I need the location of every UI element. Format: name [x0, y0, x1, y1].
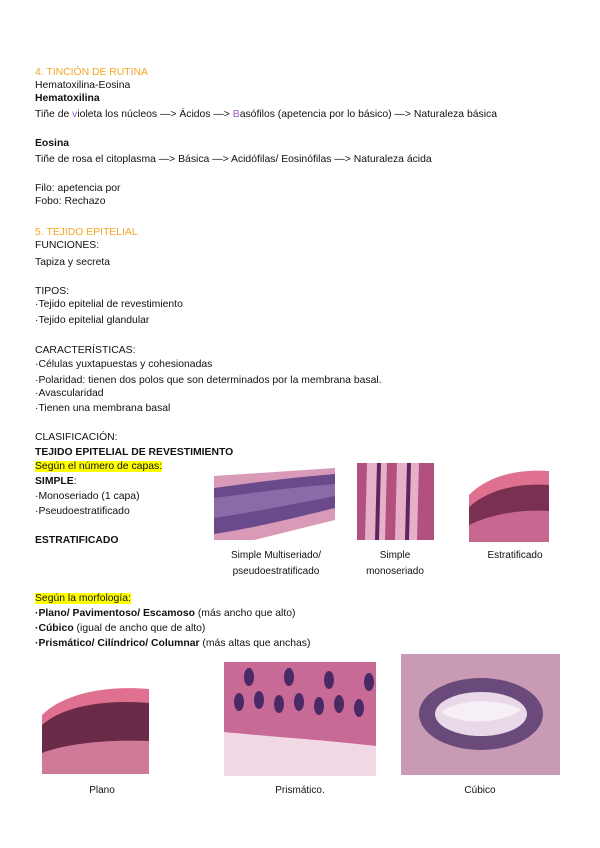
section-5-title: 5. TEJIDO EPITELIAL	[35, 227, 138, 238]
simple-heading: SIMPLE:	[35, 476, 77, 487]
caption-pseudostratified-2: pseudoestratificado	[232, 566, 320, 577]
simple-item: ·Monoseriado (1 capa)	[35, 491, 140, 502]
caption-simple-1: Simple	[379, 550, 411, 561]
stratified-micrograph	[469, 465, 549, 542]
pseudostratified-micrograph	[214, 468, 335, 540]
hematoxilina-text: Tiñe de violeta los núcleos —> Ácidos —> Basófilos (apetencia por lo básico) —> Naturaleza básica	[35, 109, 497, 120]
clasificacion-heading: CLASIFICACIÓN:	[35, 432, 118, 443]
caption-simple-2: monoseriado	[366, 566, 424, 577]
squamous-micrograph	[42, 665, 149, 774]
tipos-item: ·Tejido epitelial de revestimiento	[35, 299, 183, 310]
revestimiento-heading: TEJIDO EPITELIAL DE REVESTIMIENTO	[35, 447, 234, 458]
caption-prismatico: Prismático.	[275, 785, 325, 796]
cuboidal-micrograph	[401, 654, 560, 775]
caracteristicas-item: ·Células yuxtapuestas y cohesionadas	[35, 359, 213, 370]
capas-heading: Según el número de capas:	[35, 461, 163, 472]
eosina-text: Tiñe de rosa el citoplasma —> Básica —> Acidófilas/ Eosinófilas —> Naturaleza ácida	[35, 154, 432, 165]
morfologia-item: ·Plano/ Pavimentoso/ Escamoso (más ancho que alto)	[35, 608, 296, 619]
caption-stratified: Estratificado	[487, 550, 543, 561]
hematoxilina-heading: Hematoxilina	[35, 93, 100, 104]
caracteristicas-item: ·Avascularidad	[35, 388, 104, 399]
simple-micrograph	[357, 463, 434, 540]
funciones-text: Tapiza y secreta	[35, 257, 111, 268]
funciones-heading: FUNCIONES:	[35, 240, 100, 251]
tipos-item: ·Tejido epitelial glandular	[35, 315, 150, 326]
caption-cubico: Cúbico	[464, 785, 496, 796]
simple-item: ·Pseudoestratificado	[35, 506, 130, 517]
morfologia-heading: Según la morfología:	[35, 593, 131, 604]
caracteristicas-heading: CARACTERÍSTICAS:	[35, 345, 136, 356]
section-4-title: 4. TINCIÓN DE RUTINA	[35, 67, 148, 78]
filo-text: Filo: apetencia por	[35, 183, 121, 194]
fobo-text: Fobo: Rechazo	[35, 196, 106, 207]
columnar-micrograph	[224, 662, 376, 776]
estratificado-heading: ESTRATIFICADO	[35, 535, 119, 546]
eosina-heading: Eosina	[35, 138, 70, 149]
caracteristicas-item: ·Polaridad: tienen dos polos que son determinados por la membrana basal.	[35, 375, 382, 386]
morfologia-item: ·Cúbico (igual de ancho que de alto)	[35, 623, 206, 634]
tipos-heading: TIPOS:	[35, 286, 70, 297]
morfologia-item: ·Prismático/ Cilíndrico/ Columnar (más altas que anchas)	[35, 638, 311, 649]
he-text: Hematoxilina-Eosina	[35, 80, 131, 91]
caption-plano: Plano	[89, 785, 115, 796]
caracteristicas-item: ·Tienen una membrana basal	[35, 403, 171, 414]
caption-pseudostratified-1: Simple Multiseriado/	[230, 550, 322, 561]
